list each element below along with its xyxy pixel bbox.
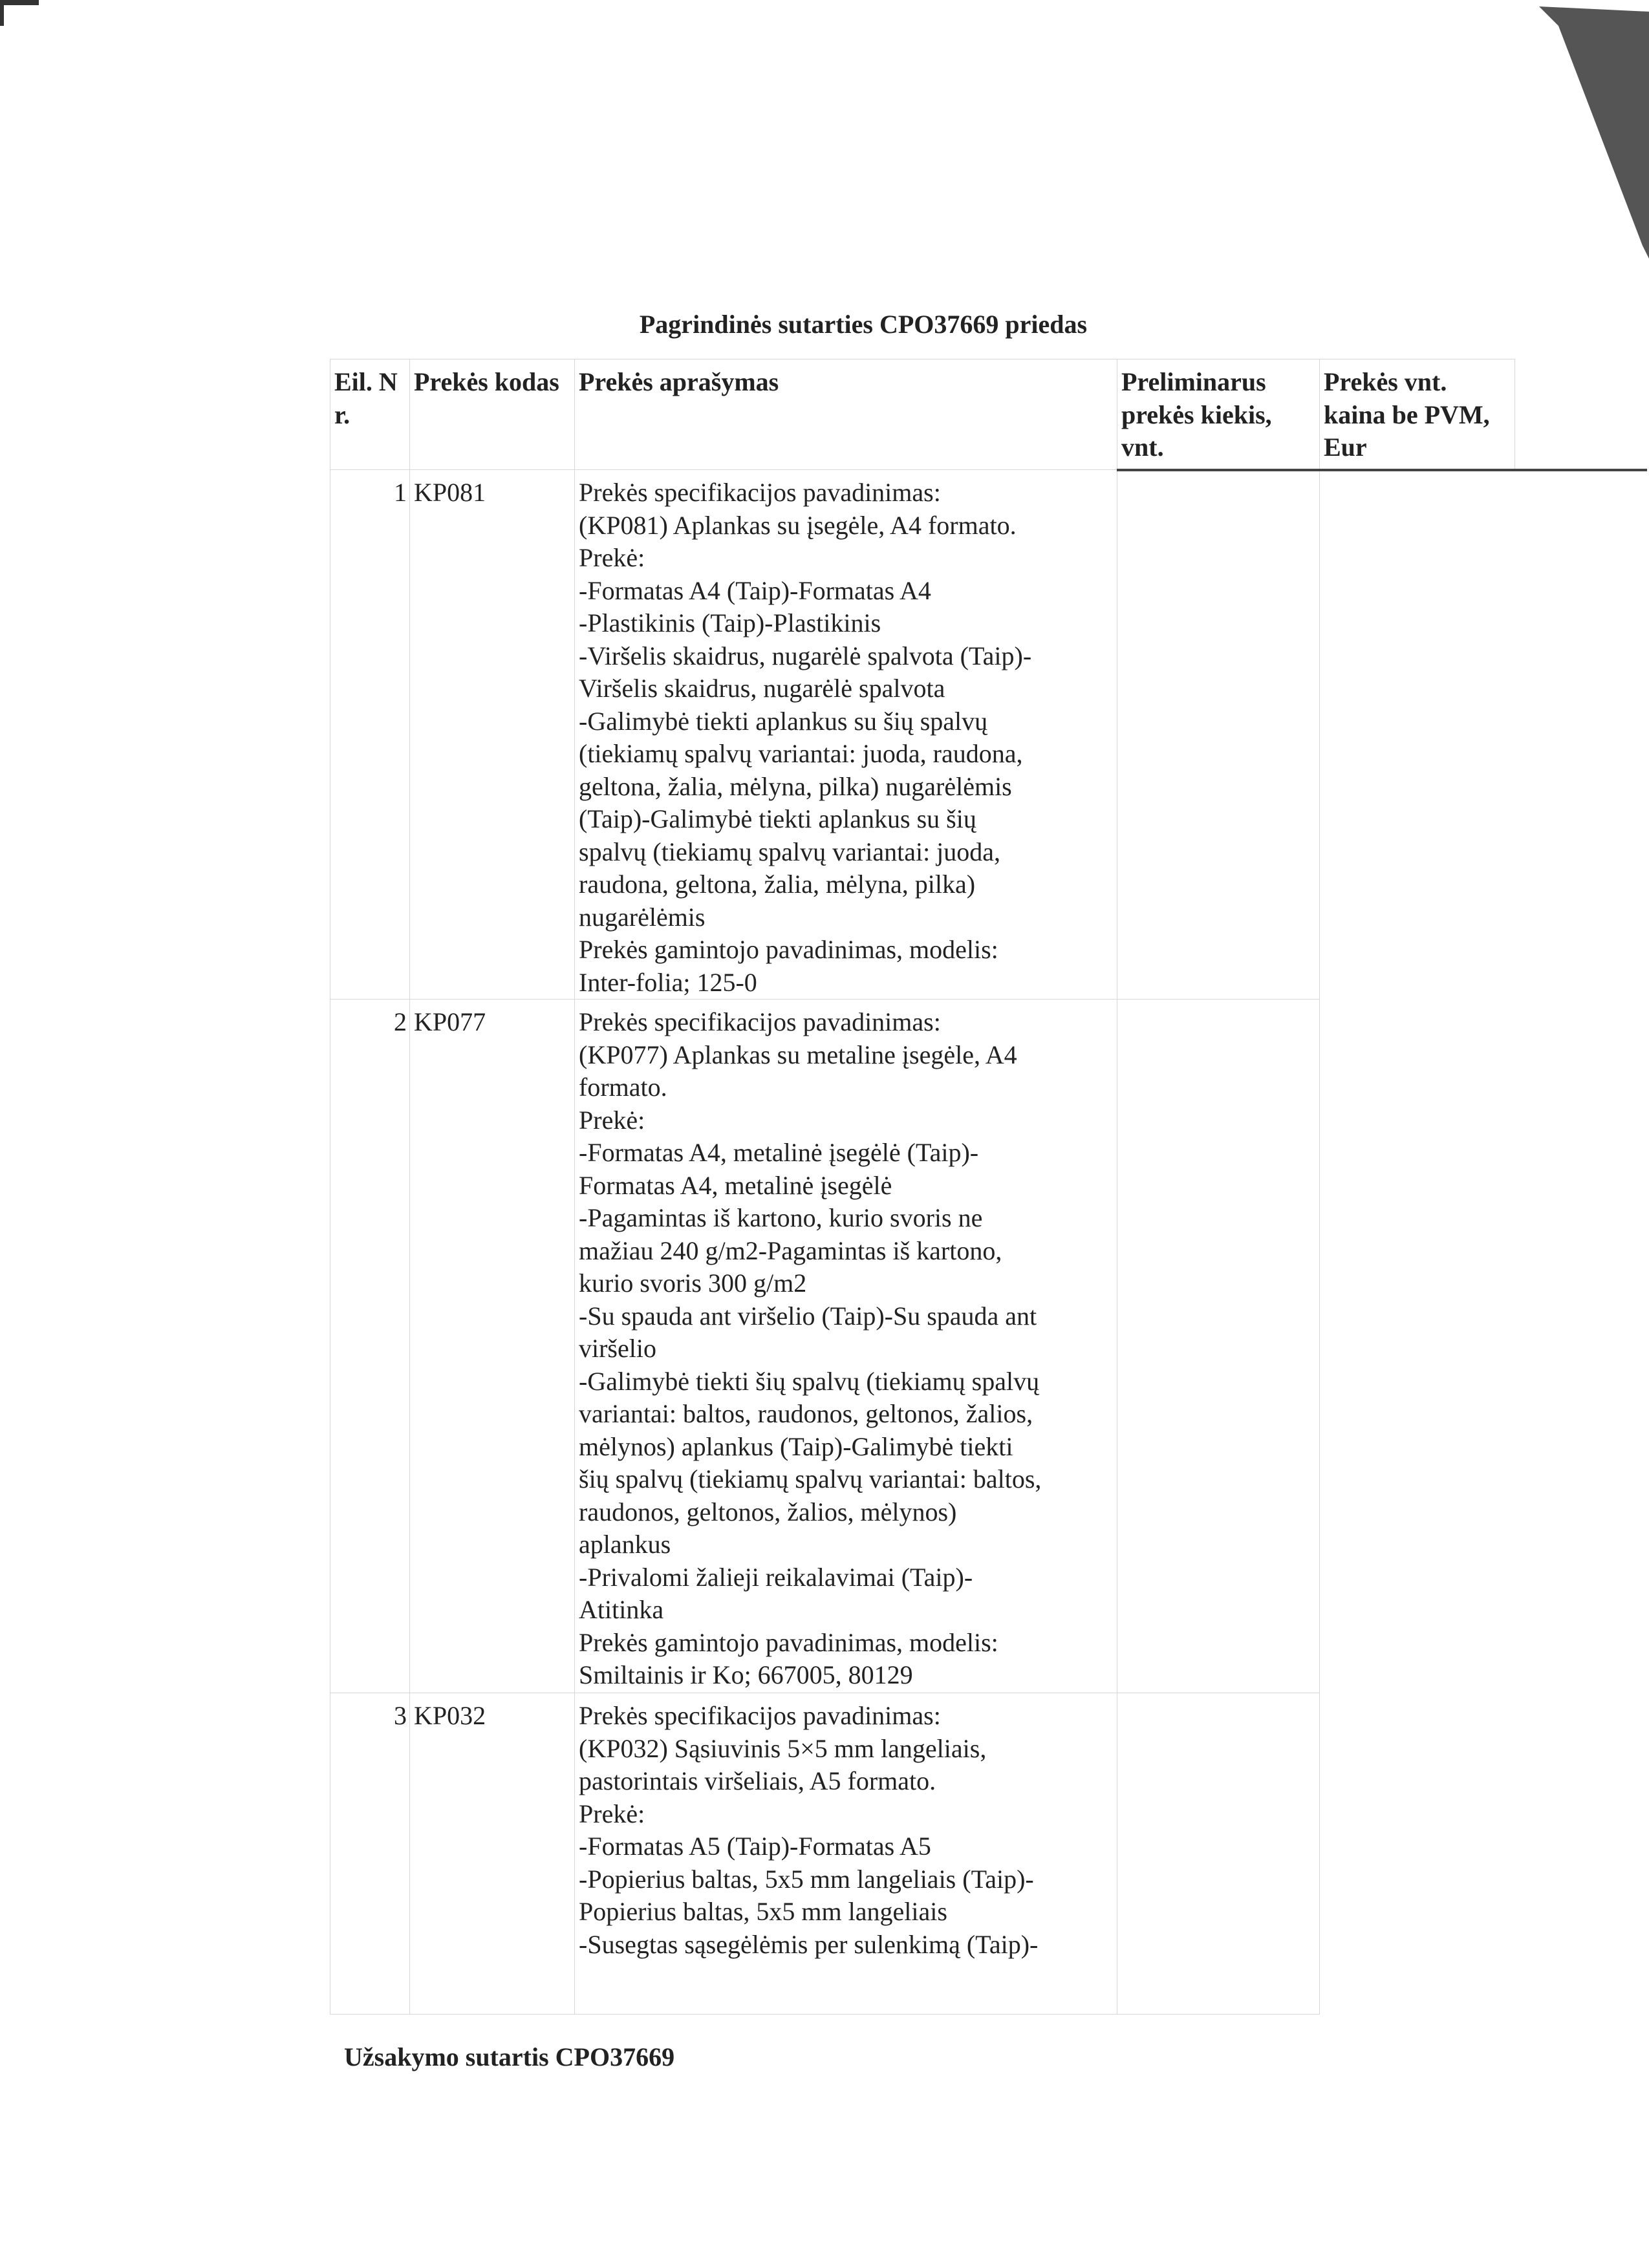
table-row — [330, 1000, 1515, 1693]
description-line: Atitinka — [579, 1595, 664, 1624]
price-cell — [1320, 470, 1515, 1000]
scan-artifact — [0, 0, 39, 5]
table-header-row — [330, 359, 1515, 470]
description-line: -Su spauda ant viršelio (Taip)-Su spauda ant — [579, 1301, 1037, 1331]
description-line: aplankus — [579, 1530, 671, 1559]
description-line: -Plastikinis (Taip)-Plastikinis — [579, 608, 881, 637]
description-line: Prekės gamintojo pavadinimas, modelis: — [579, 935, 998, 964]
item-code: KP032 — [410, 1693, 575, 2015]
description-line: mėlynos) aplankus (Taip)-Galimybė tiekti — [579, 1431, 1013, 1461]
description-line: Prekės specifikacijos pavadinimas: — [579, 478, 941, 507]
quantity-cell — [1117, 1000, 1320, 1693]
description-line: (KP077) Aplankas su metaline įsegėle, A4 — [579, 1040, 1017, 1069]
description-line: Prekės gamintojo pavadinimas, modelis: — [579, 1627, 998, 1657]
header-description: Prekės aprašymas — [575, 359, 1117, 470]
description-line: Smiltainis ir Ko; 667005, 80129 — [579, 1660, 913, 1689]
description-line: Popierius baltas, 5x5 mm langeliais — [579, 1897, 947, 1926]
item-description — [575, 1693, 1117, 2015]
quantity-cell — [1117, 1693, 1320, 2015]
header-no: Eil. N r. — [330, 359, 410, 470]
description-line: Prekės specifikacijos pavadinimas: — [579, 1007, 941, 1036]
description-line: -Galimybė tiekti šių spalvų (tiekiamų spalvų — [579, 1366, 1040, 1396]
description-line: pastorintais viršeliais, A5 formato. — [579, 1766, 936, 1795]
header-underline — [1117, 469, 1647, 471]
description-line: -Popierius baltas, 5x5 mm langeliais (Taip)- — [579, 1864, 1034, 1894]
description-line: kurio svoris 300 g/m2 — [579, 1268, 807, 1298]
description-line: Prekė: — [579, 1799, 645, 1828]
description-line: raudona, geltona, žalia, mėlyna, pilka) — [579, 870, 976, 899]
item-code: KP077 — [410, 1000, 575, 1693]
item-description — [575, 1000, 1117, 1693]
description-line: raudonos, geltonos, žalios, mėlynos) — [579, 1497, 957, 1526]
description-line: šių spalvų (tiekiamų spalvų variantai: baltos, — [579, 1464, 1042, 1493]
description-line: (Taip)-Galimybė tiekti aplankus su šių — [579, 804, 976, 833]
description-line: mažiau 240 g/m2-Pagamintas iš kartono, — [579, 1236, 1002, 1265]
scan-shadow — [1539, 0, 1649, 259]
item-code: KP081 — [410, 470, 575, 1000]
description-line: -Galimybė tiekti aplankus su šių spalvų — [579, 706, 988, 736]
row-number: 1 — [330, 470, 410, 1000]
description-line: (tiekiamų spalvų variantai: juoda, raudona, — [579, 739, 1023, 768]
description-line: viršelio — [579, 1334, 656, 1363]
header-code: Prekės kodas — [410, 359, 575, 470]
description-line: -Susegtas sąsegėlėmis per sulenkimą (Taip)- — [579, 1929, 1039, 1959]
description-line: -Viršelis skaidrus, nugarėlė spalvota (Taip)- — [579, 641, 1032, 670]
description-line: -Privalomi žalieji reikalavimai (Taip)- — [579, 1562, 973, 1592]
header-price: Prekės vnt. kaina be PVM, Eur — [1320, 359, 1515, 470]
price-cell — [1320, 1693, 1515, 2015]
description-line: (KP032) Sąsiuvinis 5×5 mm langeliais, — [579, 1733, 987, 1763]
header-quantity: Preliminarus prekės kiekis, vnt. — [1117, 359, 1320, 470]
description-line: Viršelis skaidrus, nugarėlė spalvota — [579, 674, 945, 703]
description-line: -Formatas A5 (Taip)-Formatas A5 — [579, 1832, 931, 1861]
description-line: -Pagamintas iš kartono, kurio svoris ne — [579, 1203, 983, 1232]
description-line: Formatas A4, metalinė įsegėlė — [579, 1170, 892, 1200]
footer-contract-label: Užsakymo sutartis CPO37669 — [344, 2042, 675, 2071]
description-line: nugarėlėmis — [579, 902, 706, 932]
quantity-cell — [1117, 470, 1320, 1000]
page-title: Pagrindinės sutarties CPO37669 priedas — [639, 310, 1088, 339]
row-number: 3 — [330, 1693, 410, 2015]
description-line: -Formatas A4 (Taip)-Formatas A4 — [579, 575, 931, 605]
description-line: formato. — [579, 1073, 667, 1102]
row-number: 2 — [330, 1000, 410, 1693]
description-line: Prekė: — [579, 543, 645, 572]
description-line: -Formatas A4, metalinė įsegėlė (Taip)- — [579, 1138, 979, 1167]
table-row — [330, 470, 1515, 1000]
table-row — [330, 1693, 1515, 2015]
items-table — [330, 359, 1515, 2015]
description-line: geltona, žalia, mėlyna, pilka) nugarėlėmis — [579, 771, 1012, 801]
description-line: variantai: baltos, raudonos, geltonos, žalios, — [579, 1399, 1033, 1428]
description-line: (KP081) Aplankas su įsegėle, A4 formato. — [579, 510, 1017, 540]
description-line: Inter-folia; 125-0 — [579, 967, 757, 997]
description-line: Prekės specifikacijos pavadinimas: — [579, 1701, 941, 1730]
description-line: Prekė: — [579, 1105, 645, 1135]
scan-artifact — [0, 0, 4, 26]
description-line: spalvų (tiekiamų spalvų variantai: juoda, — [579, 837, 1001, 866]
price-cell — [1320, 1000, 1515, 1693]
item-description — [575, 470, 1117, 1000]
